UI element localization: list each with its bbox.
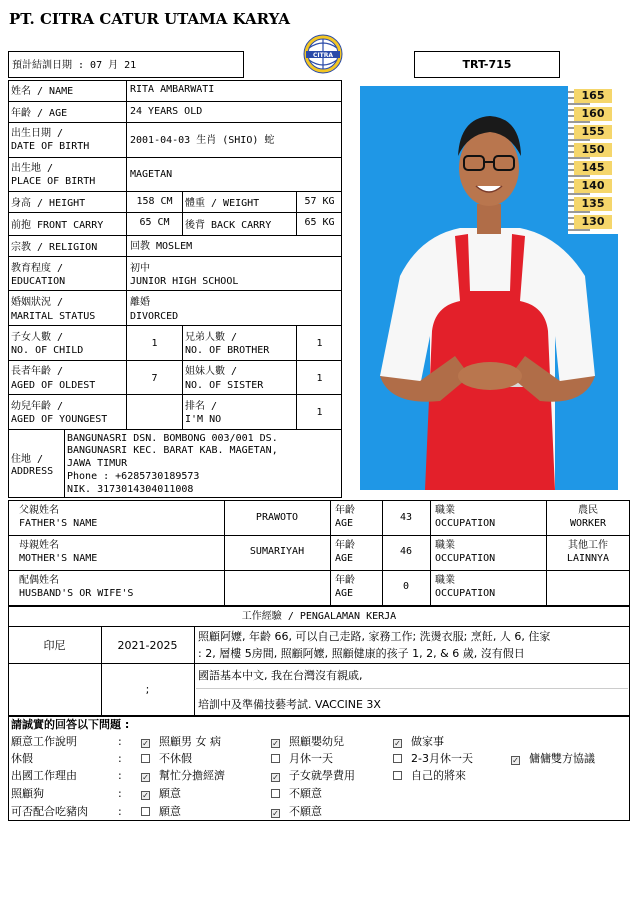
unchecked-checkbox-icon[interactable] <box>141 754 150 763</box>
question-colon: : <box>118 805 122 818</box>
option-label: 傭傭雙方協議 <box>529 752 595 765</box>
address-line: JAWA TIMUR <box>67 458 128 469</box>
question-option[interactable] <box>141 769 225 782</box>
dob-label-en: DATE OF BIRTH <box>11 141 90 152</box>
option-label: 幫忙分擔經濟 <box>159 769 225 782</box>
training-date: 預計結訓日期 : 07 月 21 <box>12 60 137 71</box>
dob-label: 出生日期 / <box>11 128 64 139</box>
spouse-occ-label: 職業 <box>435 575 455 586</box>
height-value: 158 CM <box>136 196 173 207</box>
work-row2-mid: ; <box>145 683 150 696</box>
checked-checkbox-icon[interactable]: ✓ <box>272 773 279 782</box>
checked-checkbox-icon[interactable]: ✓ <box>142 739 149 748</box>
marital-label: 婚姻狀況 / <box>11 297 64 308</box>
height-label: 身高 / HEIGHT <box>11 198 86 209</box>
spouse-occ-label-en: OCCUPATION <box>435 588 496 599</box>
spouse-age: 0 <box>402 581 410 592</box>
nik-number: NIK. 3173014304011008 <box>67 484 194 495</box>
work-experience-title: 工作經驗 / PENGALAMAN KERJA <box>241 611 397 622</box>
front-carry-value: 65 CM <box>139 217 170 228</box>
spouse-age-label: 年齡 <box>335 575 355 586</box>
company-name: PT. CITRA CATUR UTAMA KARYA <box>9 10 291 28</box>
language-note: 國語基本中文, 我在台灣沒有親戚, <box>198 669 363 682</box>
oldest-value: 7 <box>151 373 158 384</box>
ruler-mark: 165 <box>574 89 612 103</box>
weight-label: 體重 / WEIGHT <box>185 198 260 209</box>
question-option[interactable] <box>393 735 444 748</box>
father-label: 父親姓名 <box>19 505 59 516</box>
unchecked-checkbox-icon[interactable] <box>271 789 280 798</box>
question-option[interactable] <box>271 752 333 765</box>
checked-checkbox-icon[interactable]: ✓ <box>394 739 401 748</box>
mother-age: 46 <box>399 546 413 557</box>
checked-checkbox-icon[interactable]: ✓ <box>272 809 279 818</box>
ruler-mark: 145 <box>574 161 612 175</box>
brothers-label-en: NO. OF BROTHER <box>185 345 270 356</box>
option-label: 照顧嬰幼兒 <box>289 735 344 748</box>
question-colon: : <box>118 752 122 765</box>
phone-number: Phone : +6285730189573 <box>67 471 200 482</box>
option-label: 自己的將來 <box>411 769 466 782</box>
checked-checkbox-icon[interactable]: ✓ <box>142 773 149 782</box>
mother-occupation-zh: 其他工作 <box>568 540 608 551</box>
question-label: 願意工作說明 <box>11 735 77 748</box>
name-value: RITA AMBARWATI <box>130 84 215 95</box>
question-option[interactable] <box>141 787 181 800</box>
checked-checkbox-icon[interactable]: ✓ <box>272 739 279 748</box>
training-note: 培訓中及準備技藝考試. VACCINE 3X <box>198 698 381 711</box>
mother-age-label-en: AGE <box>335 553 354 564</box>
company-logo <box>303 34 343 74</box>
question-label: 出國工作理由 <box>11 769 77 782</box>
question-option[interactable] <box>271 769 355 782</box>
children-label: 子女人數 / <box>11 332 64 343</box>
mother-occ-label-en: OCCUPATION <box>435 553 496 564</box>
youngest-label-en: AGED OF YOUNGEST <box>11 414 108 425</box>
brothers-value: 1 <box>316 338 323 349</box>
option-label: 照顧男 女 病 <box>159 735 221 748</box>
dob-value: 2001-04-03 生肖 (SHIO) 蛇 <box>130 135 275 146</box>
education-value: JUNIOR HIGH SCHOOL <box>130 276 239 287</box>
sisters-label: 姐妹人數 / <box>185 366 238 377</box>
religion-label: 宗教 / RELIGION <box>11 242 98 253</box>
question-option[interactable] <box>141 805 181 818</box>
age-value: 24 YEARS OLD <box>130 106 203 117</box>
question-option[interactable] <box>141 735 221 748</box>
option-label: 不願意 <box>289 805 322 818</box>
option-label: 不願意 <box>289 787 322 800</box>
back-carry-label: 後背 BACK CARRY <box>185 220 272 231</box>
father-occ-label: 職業 <box>435 505 455 516</box>
pob-value: MAGETAN <box>130 169 173 180</box>
question-option[interactable] <box>141 752 192 765</box>
weight-value: 57 KG <box>304 196 335 207</box>
question-colon: : <box>118 787 122 800</box>
question-label: 照顧狗 <box>11 787 44 800</box>
brothers-label: 兄弟人數 / <box>185 332 238 343</box>
father-occupation: WORKER <box>569 518 607 529</box>
option-label: 願意 <box>159 805 181 818</box>
ruler-mark: 160 <box>574 107 612 121</box>
code: TRT-715 <box>462 58 512 71</box>
spouse-label-en: HUSBAND'S OR WIFE'S <box>19 588 134 599</box>
ruler-mark: 130 <box>574 215 612 229</box>
address-line: BANGUNASRI DSN. BOMBONG 003/001 DS. <box>67 433 278 444</box>
religion-value: 回教 MOSLEM <box>130 241 193 252</box>
unchecked-checkbox-icon[interactable] <box>141 807 150 816</box>
candidate-photo <box>360 86 618 490</box>
rank-label-en: I'M NO <box>185 414 222 425</box>
children-value: 1 <box>151 338 158 349</box>
youngest-label: 幼兒年齡 / <box>11 401 64 412</box>
work-description: 照顧阿嬤, 年齡 66, 可以自己走路, 家務工作; 洗燙衣服; 烹飪, 人 6, 住家 <box>198 630 551 643</box>
svg-text:CITRA: CITRA <box>313 52 333 59</box>
marital-value-zh: 離婚 <box>130 297 150 308</box>
mother-occupation: LAINNYA <box>566 553 610 564</box>
option-label: 2-3月休一天 <box>411 752 473 765</box>
question-option[interactable] <box>271 805 322 818</box>
option-label: 做家事 <box>411 735 444 748</box>
work-period: 2021-2025 <box>117 639 178 652</box>
work-description-cont: : 2, 層樓 5房間, 照顧阿嬤, 照顧健康的孩子 1, 2, & 6 歲, 沒有假日 <box>198 647 525 660</box>
questions-title: 請誠實的回答以下問題 : <box>11 718 130 731</box>
work-country: 印尼 <box>43 639 66 652</box>
children-label-en: NO. OF CHILD <box>11 345 84 356</box>
question-option[interactable] <box>271 787 322 800</box>
mother-label: 母親姓名 <box>19 540 59 551</box>
father-occ-label-en: OCCUPATION <box>435 518 496 529</box>
education-label: 教育程度 / <box>11 263 64 274</box>
father-age-label: 年齡 <box>335 505 355 516</box>
unchecked-checkbox-icon[interactable] <box>393 754 402 763</box>
pob-label-en: PLACE OF BIRTH <box>11 176 96 187</box>
father-age-label-en: AGE <box>335 518 354 529</box>
front-carry-label: 前抱 FRONT CARRY <box>11 220 104 231</box>
rank-label: 排名 / <box>185 401 218 412</box>
question-label: 可否配合吃豬肉 <box>11 805 88 818</box>
address-label: 住地 / <box>11 454 44 465</box>
option-label: 月休一天 <box>289 752 333 765</box>
option-label: 不休假 <box>159 752 192 765</box>
marital-label-en: MARITAL STATUS <box>11 311 96 322</box>
mother-label-en: MOTHER'S NAME <box>19 553 98 564</box>
sisters-label-en: NO. OF SISTER <box>185 380 264 391</box>
ruler-mark: 140 <box>574 179 612 193</box>
training-date-box <box>8 51 244 78</box>
mother-occ-label: 職業 <box>435 540 455 551</box>
code-box <box>414 51 560 78</box>
question-option[interactable] <box>393 769 466 782</box>
ruler-mark: 135 <box>574 197 612 211</box>
age-label: 年齡 / AGE <box>11 108 68 119</box>
marital-value: DIVORCED <box>130 311 179 322</box>
father-label-en: FATHER'S NAME <box>19 518 98 529</box>
father-occupation-zh: 農民 <box>578 505 598 516</box>
spouse-age-label-en: AGE <box>335 588 354 599</box>
rank-value: 1 <box>316 407 323 418</box>
question-option[interactable] <box>393 752 473 765</box>
name-label: 姓名 / NAME <box>11 86 74 97</box>
spouse-label: 配偶姓名 <box>19 575 59 586</box>
mother-name: SUMARIYAH <box>249 546 305 557</box>
back-carry-value: 65 KG <box>304 217 335 228</box>
question-label: 休假 <box>11 752 33 765</box>
address-line: BANGUNASRI KEC. BARAT KAB. MAGETAN, <box>67 445 278 456</box>
question-option[interactable] <box>271 735 344 748</box>
pob-label: 出生地 / <box>11 163 54 174</box>
sisters-value: 1 <box>316 373 323 384</box>
ruler-mark: 150 <box>574 143 612 157</box>
oldest-label: 長者年齡 / <box>11 366 64 377</box>
ruler-mark: 155 <box>574 125 612 139</box>
address-label-en: ADDRESS <box>11 466 54 477</box>
option-label: 願意 <box>159 787 181 800</box>
father-age: 43 <box>399 512 413 523</box>
father-name: PRAWOTO <box>255 512 299 523</box>
education-value-zh: 初中 <box>130 263 150 274</box>
checked-checkbox-icon[interactable]: ✓ <box>142 791 149 800</box>
option-label: 子女就學費用 <box>289 769 355 782</box>
unchecked-checkbox-icon[interactable] <box>271 754 280 763</box>
question-colon: : <box>118 769 122 782</box>
checked-checkbox-icon[interactable]: ✓ <box>512 756 519 765</box>
unchecked-checkbox-icon[interactable] <box>393 771 402 780</box>
education-label-en: EDUCATION <box>11 276 66 287</box>
oldest-label-en: AGED OF OLDEST <box>11 380 96 391</box>
question-option[interactable] <box>511 752 595 765</box>
question-colon: : <box>118 735 122 748</box>
mother-age-label: 年齡 <box>335 540 355 551</box>
